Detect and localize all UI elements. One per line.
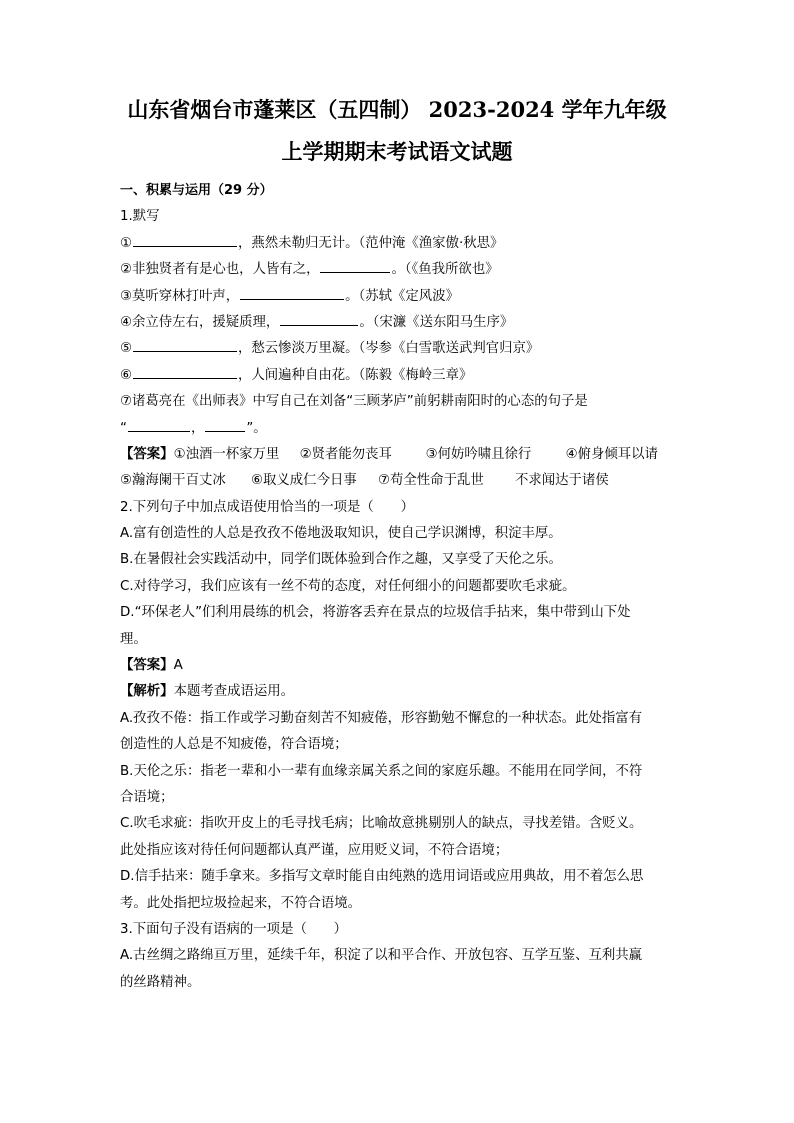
q1-answer-5: ⑤瀚海阑干百丈冰: [120, 473, 226, 489]
q1-item-2-blank[interactable]: [320, 258, 390, 273]
document-body: [120, 178, 676, 996]
q1-item-6-prefix: ⑥: [120, 367, 133, 383]
q1-item-2: [120, 257, 676, 283]
q2-answer: [120, 653, 676, 679]
question-1-label: 1.默写: [120, 209, 160, 225]
q1-item-3-text: 。（苏轼《定风波》: [345, 288, 459, 304]
q1-item-3-blank[interactable]: [240, 285, 344, 300]
q2-option-a: A.富有创造性的人总是孜孜不倦地汲取知识，使自己学识渊博，积淀丰厚。: [120, 526, 562, 542]
q2-option-c: C.对待学习，我们应该有一丝不苟的态度，对任何细小的问题都要吹毛求疵。: [120, 578, 576, 594]
q1-item-1: [120, 231, 676, 257]
q1-answer-4: ④俯身倾耳以请: [565, 446, 658, 462]
section-heading: 一、积累与运用（29 分）: [120, 183, 273, 198]
q1-item-4-prefix: ④余立侍左右，援疑质理，: [120, 314, 280, 330]
q2-option-d: D.“环保老人”们利用晨练的机会，将游客丢弃在景点的垃圾信手拈来，集中带到山下处: [120, 605, 631, 621]
q1-item-3-prefix: ③莫听穿林打叶声，: [120, 288, 240, 304]
q1-item-5-text: ，愁云惨淡万里凝。（岑参《白雪歌送武判官归京》: [238, 341, 540, 357]
q2-analysis: [120, 679, 676, 705]
q1-answer-row-2: [120, 468, 676, 494]
q1-item-2-prefix: ②非独贤者有是心也，人皆有之，: [120, 262, 320, 278]
q1-answer-6: ⑥取义成仁今日事: [251, 473, 357, 489]
q2-analysis-line: 创造性的人总是不知疲倦，符合语境；: [120, 737, 348, 753]
q1-answer-3: ③何妨吟啸且徐行: [425, 446, 532, 462]
q1-item-3: [120, 284, 676, 310]
q1-item-7: ⑦诸葛亮在《出师表》中写自己在刘备“三顾茅庐”前躬耕南阳时的心态的句子是: [120, 394, 588, 410]
q1-item-4: [120, 310, 676, 336]
q1-item-1-blank[interactable]: [133, 232, 237, 247]
q2-analysis-line: B.天伦之乐：指老一辈和小一辈有血缘亲属关系之间的家庭乐趣。不能用在同学间，不符: [120, 763, 643, 779]
q1-answer-2: ②贤者能勿丧耳: [299, 446, 392, 462]
q1-answer-1: ①浊酒一杯家万里: [173, 446, 280, 462]
q2-analysis-line: 考。此处指把垃圾捡起来，不符合语境。: [120, 895, 362, 911]
q1-item-5: [120, 336, 676, 362]
q2-option-b: B.在暑假社会实践活动中，同学们既体验到合作之趣，又享受了天伦之乐。: [120, 552, 562, 568]
q1-item-7-comma: ，: [190, 420, 205, 436]
q1-item-1-text: ，燕然未勒归无计。（范仲淹《渔家傲·秋思》: [238, 235, 504, 251]
q1-item-2-text: 。（《鱼我所欲也》: [391, 262, 499, 278]
q2-answer-value: A: [173, 658, 183, 674]
q2-option-d-cont: 理。: [120, 631, 147, 647]
q2-analysis-line: C.吹毛求疵：指吹开皮上的毛寻找毛病；比喻故意挑剔别人的缺点，寻找差错。含贬义。: [120, 816, 643, 832]
q1-item-1-prefix: ①: [120, 235, 133, 251]
q1-answer-row-1: [120, 442, 676, 468]
document-title-line-2: 上学期期末考试语文试题: [281, 139, 513, 164]
q2-analysis-line: 合语境；: [120, 789, 174, 805]
q3-option-a: A.古丝绸之路绵亘万里，延续千年，积淀了以和平合作、开放包容、互学互鉴、互利共赢: [120, 948, 643, 964]
q1-item-6: [120, 363, 676, 389]
q1-item-7-blank-2[interactable]: [205, 417, 245, 432]
q2-analysis-label: 【解析】: [120, 684, 174, 700]
q1-item-7-blanks: [120, 416, 676, 442]
q1-item-4-blank[interactable]: [280, 311, 358, 326]
q1-item-6-text: ，人间遍种自由花。（陈毅《梅岭三章》: [238, 367, 473, 383]
q2-analysis-line: D.信手拈来：随手拿来。多指写文章时能自由纯熟的选用词语或应用典故，用不着怎么思: [120, 869, 644, 885]
document-title-line-1: 山东省烟台市蓬莱区（五四制） 2023-2024 学年九年级: [127, 97, 667, 122]
q1-item-7-close-quote: ”。: [246, 420, 267, 436]
q1-answer-7b: 不求闻达于诸侯: [515, 473, 609, 489]
q1-item-7-blank-1[interactable]: [128, 417, 190, 432]
q2-analysis-line: A.孜孜不倦：指工作或学习勤奋刻苦不知疲倦，形容勤勉不懈怠的一种状态。此处指富有: [120, 710, 643, 726]
q2-analysis-intro: 本题考查成语运用。: [173, 684, 295, 700]
q1-item-7-open-quote: “: [120, 420, 127, 436]
q2-analysis-line: 此处指应该对待任何问题都认真严谨，应用贬义词，不符合语境；: [120, 842, 509, 858]
q1-item-4-text: 。（宋濂《送东阳马生序》: [359, 314, 514, 330]
q1-item-5-blank[interactable]: [133, 337, 237, 352]
q1-item-6-blank[interactable]: [133, 364, 237, 379]
q1-answer-label: 【答案】: [120, 446, 174, 462]
q3-option-a-cont: 的丝路精神。: [120, 974, 201, 990]
q1-answer-7a: ⑦苟全性命于乱世: [378, 473, 484, 489]
question-2-stem: 2.下列句子中加点成语使用恰当的一项是（ ）: [120, 499, 414, 515]
question-3-stem: 3.下面句子没有语病的一项是（ ）: [120, 921, 348, 937]
q1-item-5-prefix: ⑤: [120, 341, 133, 357]
q2-answer-label: 【答案】: [120, 658, 174, 674]
